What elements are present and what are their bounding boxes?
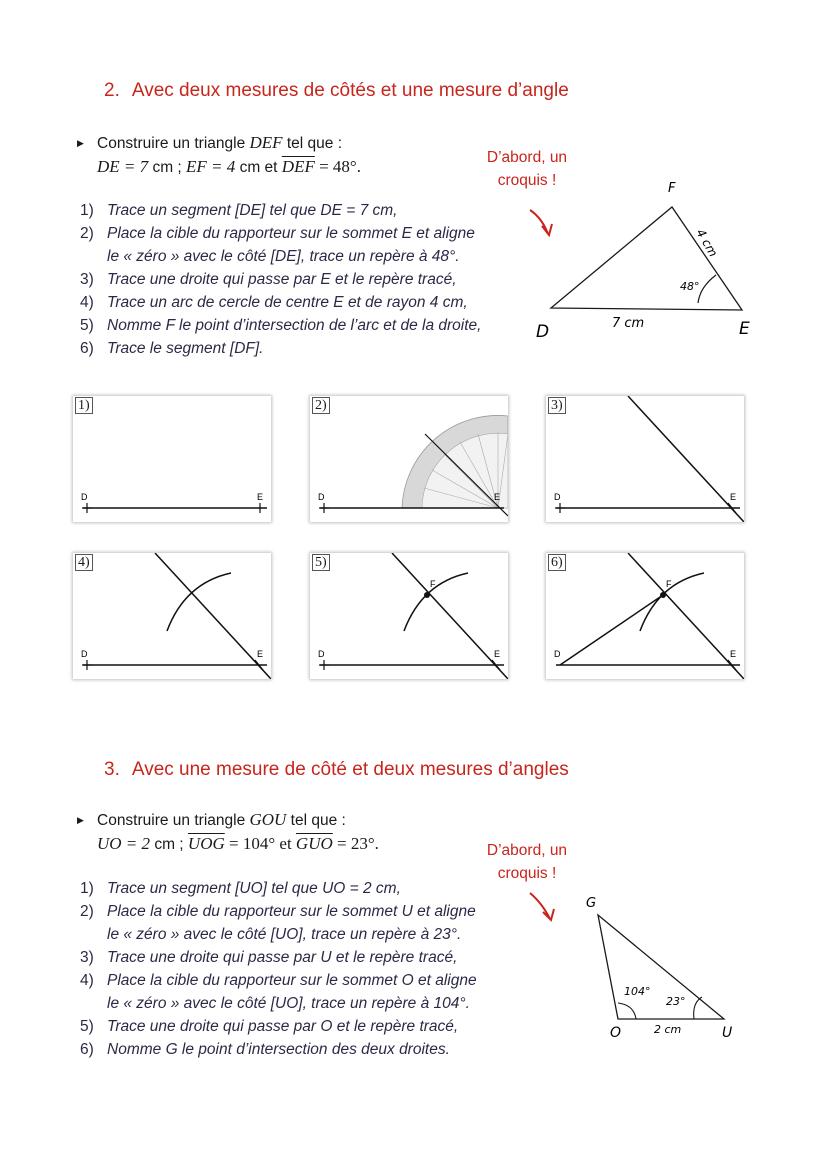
sketch-label-f: F bbox=[668, 181, 676, 196]
construction-step-panel bbox=[310, 553, 508, 679]
svg-text:E: E bbox=[257, 649, 264, 659]
sketch-label-o: O bbox=[610, 1025, 622, 1041]
sketch-label-g: G bbox=[586, 896, 597, 911]
step-item: 1) Trace un segment [UO] tel que UO = 2 cm, bbox=[80, 880, 401, 897]
construction-step-panel bbox=[73, 396, 271, 522]
red-arrow-icon bbox=[530, 893, 554, 920]
step-item: 6) Trace le segment [DF]. bbox=[80, 340, 264, 357]
svg-text:E: E bbox=[494, 492, 501, 502]
step-item: 5) Nomme F le point d’intersection de l’arc et de la droite, bbox=[80, 317, 482, 334]
panel-label: 6) bbox=[548, 554, 566, 571]
svg-text:E: E bbox=[257, 492, 264, 502]
panel-label: 2) bbox=[312, 397, 330, 414]
svg-text:E: E bbox=[730, 492, 737, 502]
construction-step-panel bbox=[546, 396, 744, 522]
section-number: 3. bbox=[104, 759, 120, 780]
sketch-note: D’abord, un croquis ! bbox=[486, 842, 568, 882]
svg-text:F: F bbox=[666, 579, 672, 589]
sketch-side-de: 7 cm bbox=[612, 316, 645, 331]
step-item: 2) Place la cible du rapporteur sur le sommet U et aligne bbox=[80, 903, 476, 920]
section-number: 2. bbox=[104, 80, 120, 101]
section-2-steps bbox=[80, 202, 481, 363]
section-2-instruction: ▶ Construire un triangle DEF tel que : bbox=[77, 133, 343, 152]
sketch-label-e: E bbox=[739, 319, 750, 339]
svg-text:D: D bbox=[318, 649, 325, 659]
angle-def: $\overline{DEF}$ bbox=[281, 157, 315, 176]
svg-text:E: E bbox=[730, 649, 737, 659]
panel-label: 4) bbox=[75, 554, 93, 571]
section-title-text: Avec une mesure de côté et deux mesures d’angles bbox=[131, 759, 569, 780]
sketch-side-ou: 2 cm bbox=[654, 1023, 682, 1036]
construction-step-panel bbox=[73, 553, 271, 679]
svg-text:D: D bbox=[318, 492, 325, 502]
angle-uog: $\overline{UOG}$ bbox=[187, 834, 225, 853]
panel-label: 3) bbox=[548, 397, 566, 414]
step-item: 3) Trace une droite qui passe par U et le repère tracé, bbox=[80, 949, 458, 966]
sketch-triangle-def bbox=[520, 170, 770, 350]
triangle-name: DEF bbox=[249, 133, 283, 152]
step-item: le « zéro » avec le côté [DE], trace un repère à 48°. bbox=[107, 248, 460, 265]
construction-step-panel bbox=[546, 553, 744, 679]
step-item: le « zéro » avec le côté [UO], trace un repère à 23°. bbox=[107, 926, 462, 943]
step-item: 1) Trace un segment [DE] tel que DE = 7 cm, bbox=[80, 202, 398, 219]
step-item: 5) Trace une droite qui passe par O et le repère tracé, bbox=[80, 1018, 459, 1035]
step-item: 2) Place la cible du rapporteur sur le sommet E et aligne bbox=[80, 225, 475, 242]
sketch-triangle-gou bbox=[520, 885, 770, 1050]
section-3-instruction: ▶ Construire un triangle GOU tel que : bbox=[77, 810, 346, 829]
bullet-icon: ▶ bbox=[77, 815, 84, 825]
section-3-conditions: UO = 2 cm ; $\overline{UOG} = 104^\circ$ et $\overline{GUO} = 23^\circ$. bbox=[97, 834, 379, 853]
sketch-note: D’abord, un croquis ! bbox=[486, 149, 568, 189]
step-item: 6) Nomme G le point d’intersection des deux droites. bbox=[80, 1041, 450, 1058]
panel-label: 5) bbox=[312, 554, 330, 571]
section-3-title bbox=[104, 759, 569, 781]
sketch-angle-23: 23° bbox=[666, 995, 686, 1008]
svg-text:E: E bbox=[494, 649, 501, 659]
triangle-name: GOU bbox=[249, 810, 287, 829]
triangle-outline bbox=[551, 207, 742, 310]
sketch-angle-48: 48° bbox=[680, 280, 700, 293]
bullet-icon: ▶ bbox=[77, 138, 84, 148]
section-2-conditions: DE = 7 cm ; EF = 4 cm et $\overline{DEF} = 48^\circ$. bbox=[97, 157, 361, 176]
section-3-steps bbox=[80, 880, 477, 1064]
svg-text:D: D bbox=[554, 492, 561, 502]
svg-text:D: D bbox=[81, 649, 88, 659]
angle-guo: $\overline{GUO}$ bbox=[295, 834, 333, 853]
section-2-title bbox=[104, 80, 569, 102]
svg-text:D: D bbox=[81, 492, 88, 502]
sketch-angle-104: 104° bbox=[624, 985, 651, 998]
red-arrow-icon bbox=[530, 210, 552, 235]
svg-text:F: F bbox=[430, 579, 436, 589]
sketch-label-d: D bbox=[536, 322, 550, 342]
svg-text:D: D bbox=[554, 649, 561, 659]
angle-arc bbox=[698, 275, 716, 303]
step-item: le « zéro » avec le côté [UO], trace un repère à 104°. bbox=[107, 995, 470, 1012]
step-item: 3) Trace une droite qui passe par E et le repère tracé, bbox=[80, 271, 457, 288]
step-item: 4) Trace un arc de cercle de centre E et de rayon 4 cm, bbox=[80, 294, 468, 311]
sketch-side-fe: 4 cm bbox=[693, 226, 721, 260]
step-item: 4) Place la cible du rapporteur sur le sommet O et aligne bbox=[80, 972, 477, 989]
panel-label: 1) bbox=[75, 397, 93, 414]
sketch-label-u: U bbox=[722, 1025, 733, 1041]
triangle-outline bbox=[598, 915, 724, 1019]
angle-arc bbox=[618, 1003, 636, 1019]
section-title-text: Avec deux mesures de côtés et une mesure d’angle bbox=[131, 80, 569, 101]
construction-step-panel bbox=[310, 396, 508, 522]
